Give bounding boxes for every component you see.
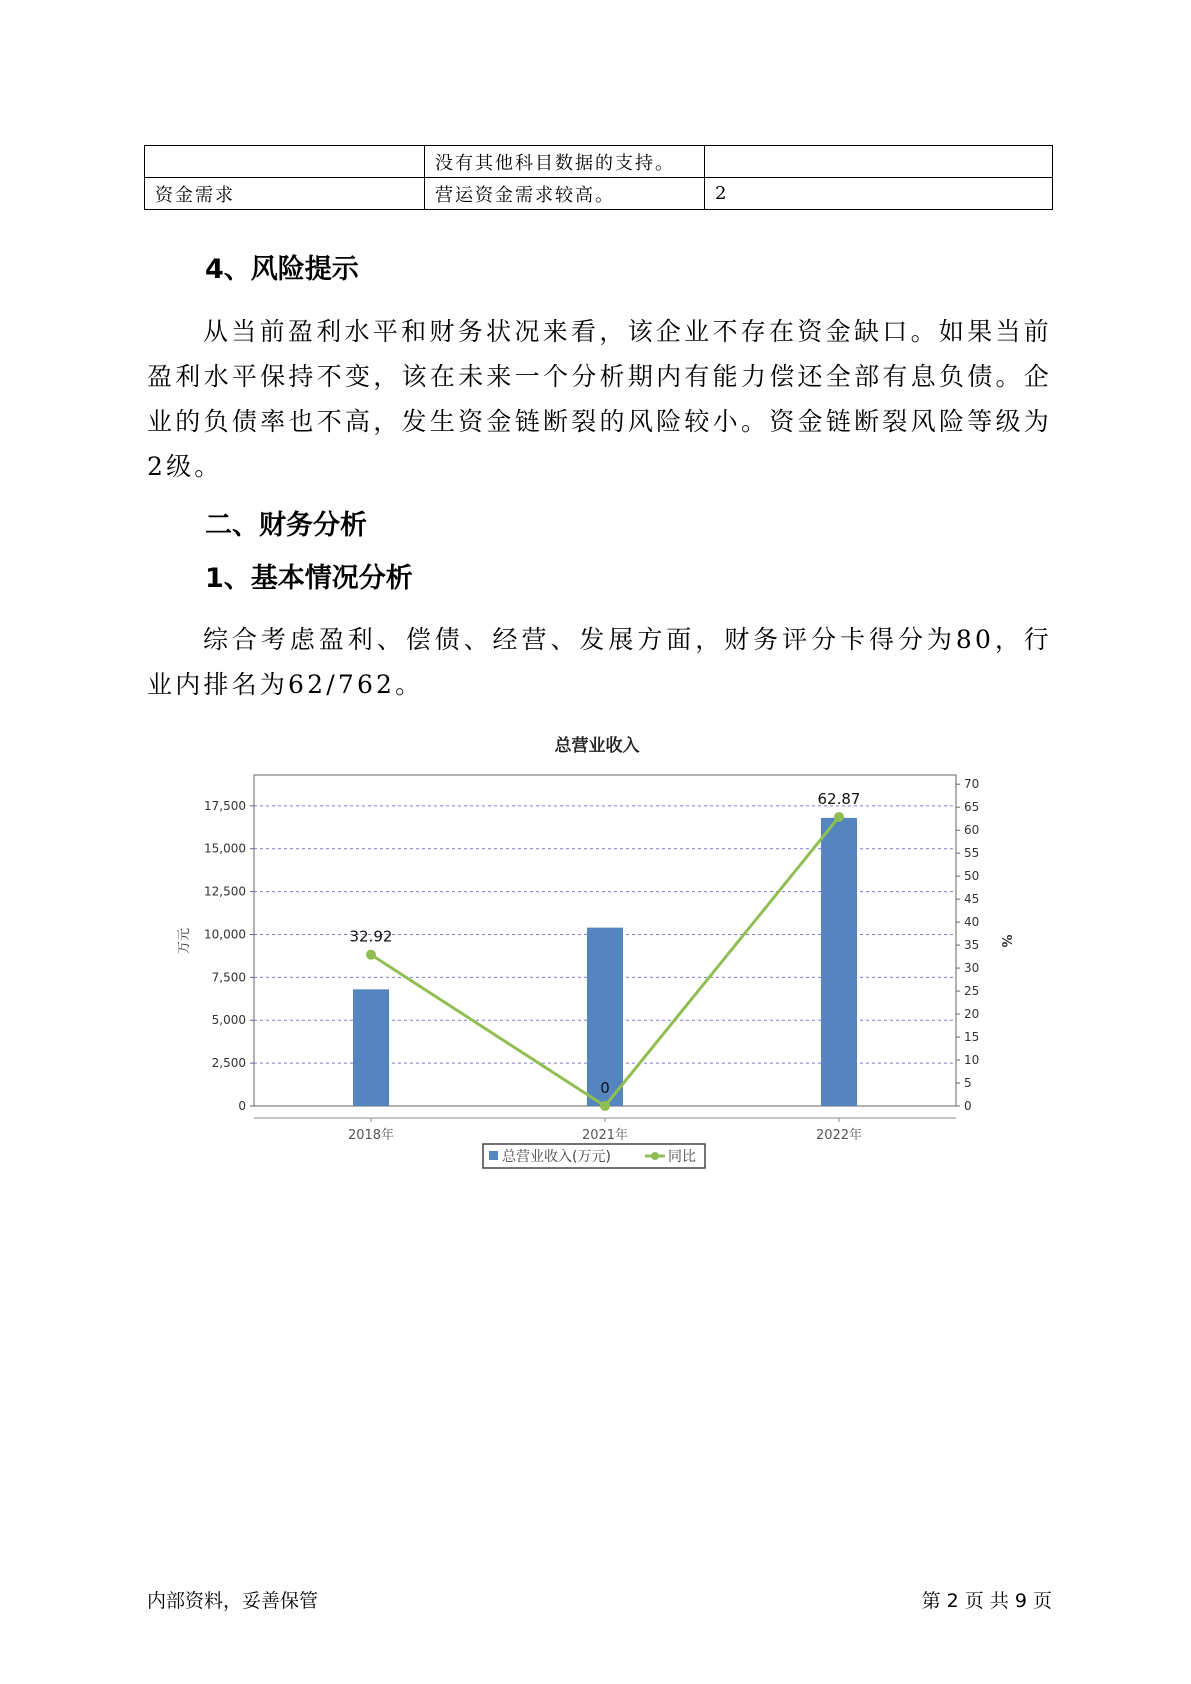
y-axis-label: 万元 <box>177 927 192 955</box>
y2-tick-label: 30 <box>964 961 980 976</box>
data-label: 62.87 <box>817 789 861 808</box>
legend-swatch-bar <box>489 1151 498 1160</box>
y2-tick-label: 20 <box>964 1007 980 1022</box>
y-tick-label: 7,500 <box>211 970 246 985</box>
series-point <box>366 950 376 960</box>
table-cell <box>145 146 425 178</box>
y2-tick-label: 55 <box>964 846 980 861</box>
data-label: 0 <box>600 1079 610 1097</box>
bar <box>353 989 389 1106</box>
section-heading-risk: 4、风险提示 <box>205 254 359 285</box>
risk-paragraph <box>147 309 1052 489</box>
basic-paragraph-text: 综合考虑盈利、偿债、经营、发展方面，财务评分卡得分为80，行业内排名为62/762。 <box>147 625 1052 699</box>
y2-tick-label: 0 <box>964 1099 972 1113</box>
y2-tick-label: 10 <box>964 1053 980 1068</box>
y2-tick-label: 45 <box>964 892 980 907</box>
y-tick-label: 2,500 <box>211 1056 246 1071</box>
y2-tick-label: 5 <box>964 1076 972 1091</box>
y2-tick-label: 60 <box>964 823 980 838</box>
y2-axis-label: % <box>998 934 1013 948</box>
y2-tick-label: 15 <box>964 1030 980 1045</box>
revenue-chart <box>170 725 1020 1195</box>
table-cell <box>705 146 1053 178</box>
table-cell: 资金需求 <box>145 178 425 210</box>
bar <box>821 818 857 1106</box>
table-cell: 2 <box>705 178 1053 210</box>
section-heading-financial: 二、财务分析 <box>205 510 367 541</box>
chart-title: 总营业收入 <box>554 736 640 756</box>
y2-tick-label: 70 <box>964 777 980 792</box>
y-tick-label: 12,500 <box>204 884 246 899</box>
series-point <box>834 812 844 822</box>
table-row <box>145 146 1053 178</box>
legend-label-bar: 总营业收入(万元) <box>502 1149 611 1165</box>
y-tick-label: 0 <box>238 1099 246 1113</box>
table-cell: 营运资金需求较高。 <box>425 178 705 210</box>
x-tick-label: 2022年 <box>815 1128 863 1143</box>
section-heading-basic: 1、基本情况分析 <box>205 563 413 594</box>
footer-page-number: 第 2 页 共 9 页 <box>921 1590 1052 1612</box>
y-tick-label: 17,500 <box>204 798 246 813</box>
risk-paragraph-text: 从当前盈利水平和财务状况来看，该企业不存在资金缺口。如果当前盈利水平保持不变，该在未来一个分析期内有能力偿还全部有息负债。企业的负债率也不高，发生资金链断裂的风险较小。资金链断裂风险等级为2级。 <box>147 317 1052 481</box>
footer-confidential: 内部资料，妥善保管 <box>147 1590 319 1612</box>
y2-tick-label: 40 <box>964 915 980 930</box>
risk-table <box>144 145 1053 210</box>
series-point <box>600 1101 610 1111</box>
y-tick-label: 15,000 <box>204 841 246 856</box>
legend-label-line: 同比 <box>668 1149 696 1165</box>
y2-tick-label: 35 <box>964 938 980 953</box>
y2-tick-label: 50 <box>964 869 980 884</box>
y2-tick-label: 65 <box>964 800 980 815</box>
data-label: 32.92 <box>349 927 393 946</box>
legend-swatch-point <box>651 1152 659 1160</box>
y2-tick-label: 25 <box>964 984 980 999</box>
basic-paragraph <box>147 617 1052 707</box>
table-row <box>145 178 1053 210</box>
x-tick-label: 2021年 <box>581 1128 629 1143</box>
table-cell: 没有其他科目数据的支持。 <box>425 146 705 178</box>
y-tick-label: 10,000 <box>204 927 246 942</box>
y-tick-label: 5,000 <box>211 1013 246 1028</box>
x-tick-label: 2018年 <box>347 1128 395 1143</box>
